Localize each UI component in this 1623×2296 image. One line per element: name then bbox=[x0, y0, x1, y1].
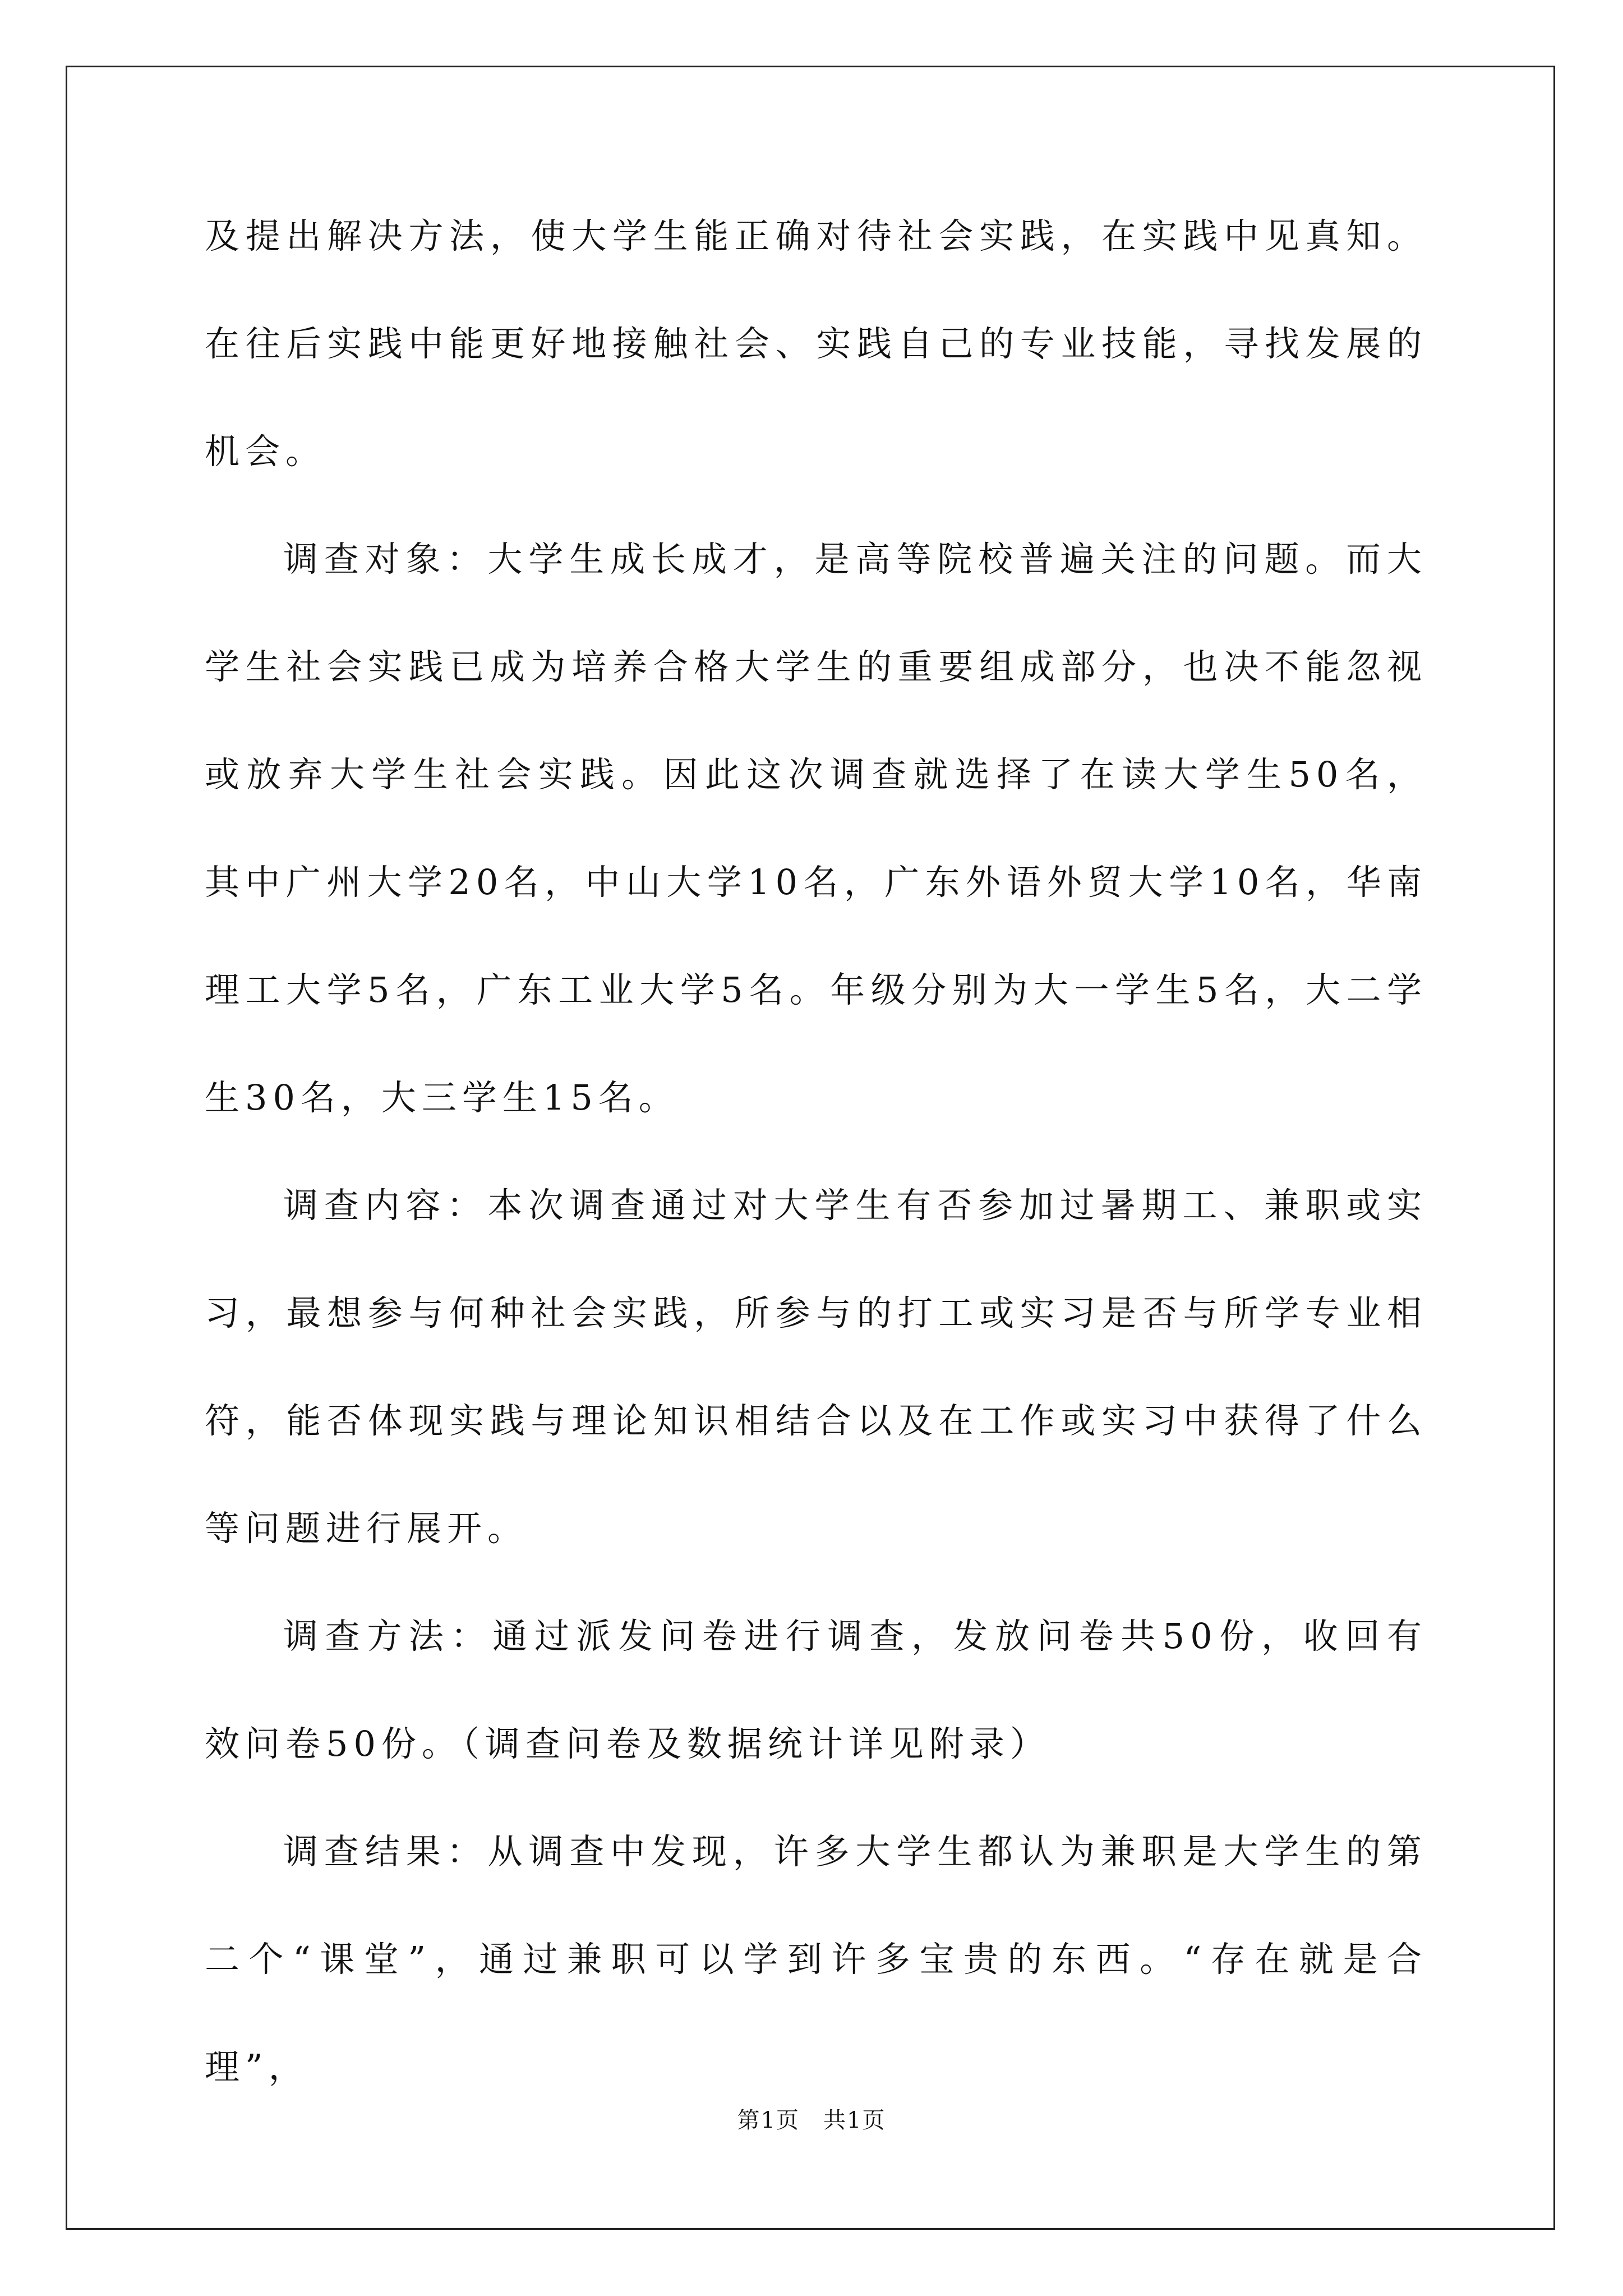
paragraph-survey-results: 调查结果：从调查中发现，许多大学生都认为兼职是大学生的第二个“课堂”，通过兼职可以学到许多宝贵的东西。“存在就是合理”， bbox=[205, 1831, 1427, 2087]
paragraph-survey-subjects: 调查对象：大学生成长成才，是高等院校普遍关注的问题。而大学生社会实践已成为培养合格大学生的重要组成部分，也决不能忽视或放弃大学生社会实践。因此这次调查就选择了在读大学生50名，其中广州大学20名，中山大学10名，广东外语外贸大学10名，华南理工大学5名，广东工业大学5名。年级分别为大一学生5名，大二学生30名，大三学生15名。 bbox=[205, 539, 1427, 1118]
page-number-footer: 第1页 共1页 bbox=[737, 2108, 886, 2133]
document-body bbox=[205, 182, 1427, 2121]
paragraph-survey-content: 调查内容：本次调查通过对大学生有否参加过暑期工、兼职或实习，最想参与何种社会实践，所参与的打工或实习是否与所学专业相符，能否体现实践与理论知识相结合以及在工作或实习中获得了什么等问题进行展开。 bbox=[205, 1185, 1427, 1549]
paragraph-survey-method: 调查方法：通过派发问卷进行调查，发放问卷共50份，收回有效问卷50份。（调查问卷及数据统计详见附录） bbox=[205, 1616, 1427, 1764]
paragraph-intro-continuation: 及提出解决方法，使大学生能正确对待社会实践，在实践中见真知。在往后实践中能更好地接触社会、实践自己的专业技能，寻找发展的机会。 bbox=[205, 215, 1427, 472]
